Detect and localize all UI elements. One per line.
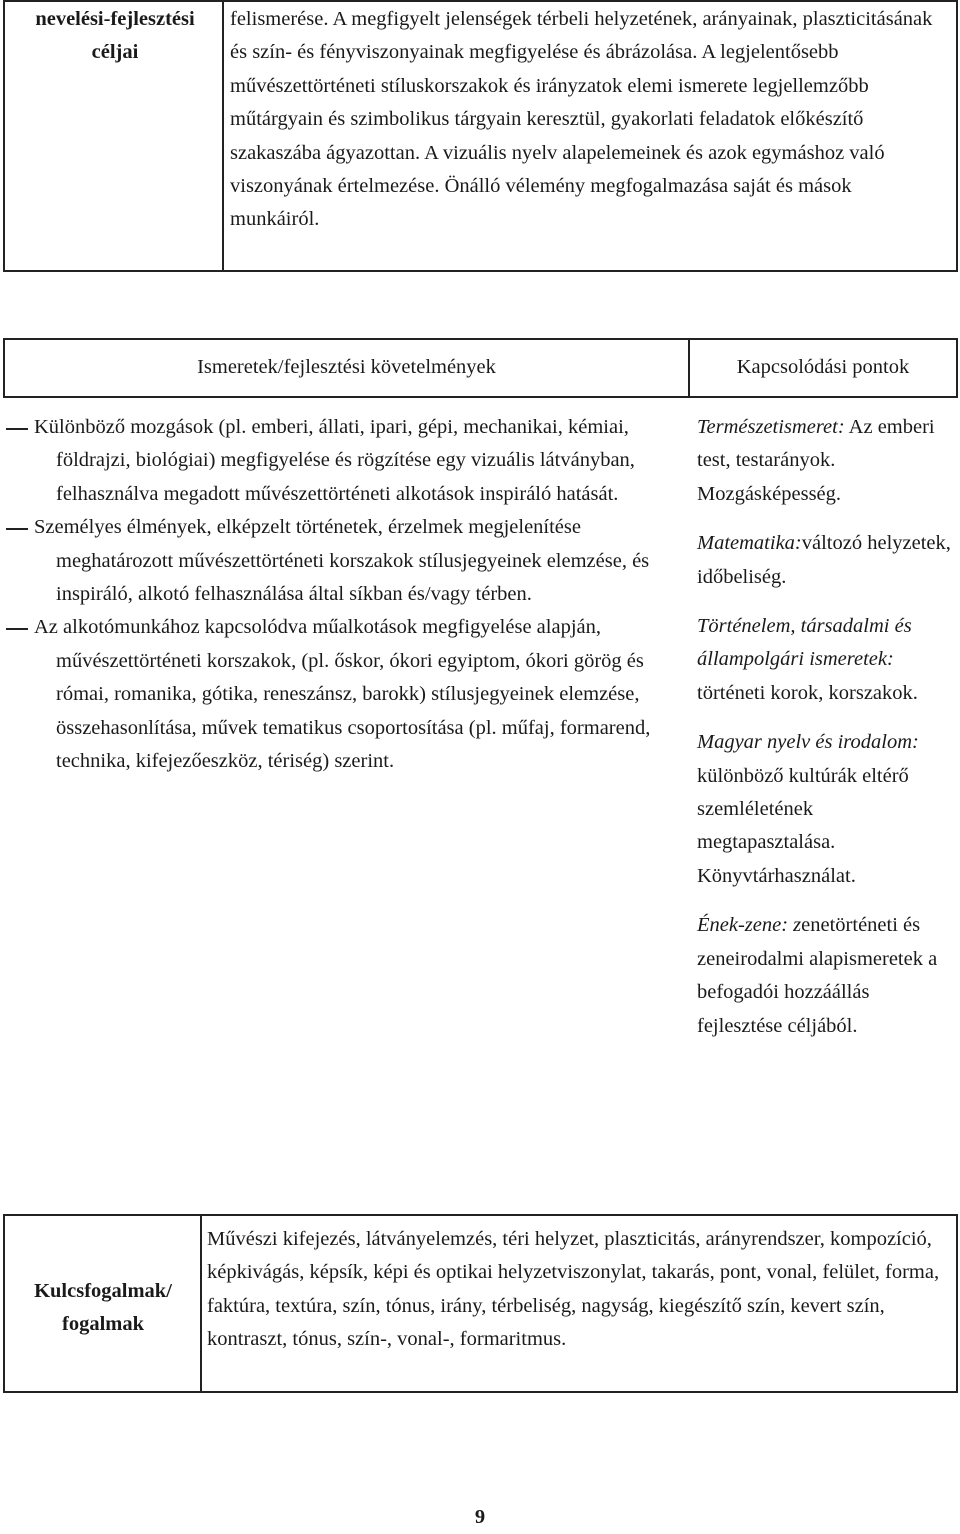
- list-item: Az alkotómunkához kapcsolódva műalkotások megfigyelése alapján, művészettörténeti korszakok, (pl. őskor, ókori egyiptom, ókori görög és római, romanika, gótika, reneszánsz, barokk) stílusjegyeinek elemzése, összehasonlítása, művek tematikus csoportosítása (pl. műfaj, formarend, technika, kifejezőeszköz, tériség) szerint.: [34, 616, 651, 773]
- list-item: Személyes élmények, elképzelt történetek, érzelmek megjelenítése meghatározott művészettörténeti korszakok stílusjegyeinek elemzése, és inspiráló, alkotó felhasználása által síkban és/vagy térben.: [34, 516, 650, 606]
- connection-item: Magyar nyelv és irodalom: különböző kultúrák eltérő szemléletének megtapasztalása. Könyvtárhasználat.: [697, 731, 919, 887]
- goals-label: nevelési-fejlesztési céljai: [35, 8, 195, 64]
- header-requirements: Ismeretek/fejlesztési követelmények: [197, 356, 496, 378]
- keywords-label: Kulcsfogalmak/ fogalmak: [34, 1280, 172, 1336]
- page-number: 9: [474, 1506, 486, 1528]
- connections-column: [697, 411, 952, 1059]
- connection-item: Természetismeret: Az emberi test, testarányok. Mozgásképesség.: [697, 416, 935, 505]
- header-connections: Kapcsolódási pontok: [736, 356, 910, 378]
- requirements-list: [0, 411, 686, 778]
- connection-item: Történelem, társadalmi és állampolgári ismeretek: történeti korok, korszakok.: [697, 615, 918, 704]
- goals-text: felismerése. A megfigyelt jelenségek térbeli helyzetének, arányainak, plaszticitásának és szín- és fényviszonyainak megfigyelése és ábrázolása. A legjelentősebb művészettörténeti stíluskorszakok és irányzatok elemi ismerete legjellemzőbb műtárgyain és szimbolikus tárgyain keresztül, gyakorlati feladatok előkészítő szakaszába ágyazottan. A vizuális nyelv alapelemeinek és azok egymáshoz való viszonyának értelmezése. Önálló vélemény megfogalmazása saját és mások munkáiról.: [230, 8, 933, 231]
- keywords-text: Művészi kifejezés, látványelemzés, téri helyzet, plaszticitás, arányrendszer, kompozíció, képkivágás, képsík, képi és optikai helyzetviszonylat, takarás, pont, vonal, felület, forma, faktúra, textúra, szín, tónus, irány, térbeliség, nagyság, kiegészítő szín, kevert szín, kontraszt, tónus, szín-, vonal-, formaritmus.: [207, 1228, 940, 1351]
- connection-item: Matematika:változó helyzetek, időbeliség.: [697, 532, 951, 588]
- connection-item: Ének-zene: zenetörténeti és zeneirodalmi alapismeretek a befogadói hozzáállás fejlesztése céljából.: [697, 914, 938, 1037]
- list-item: Különböző mozgások (pl. emberi, állati, ipari, gépi, mechanikai, kémiai, földrajzi, biológiai) megfigyelése és rögzítése egy vizuális látványban, felhasználva megadott művészettörténeti alkotások inspiráló hatását.: [34, 416, 635, 505]
